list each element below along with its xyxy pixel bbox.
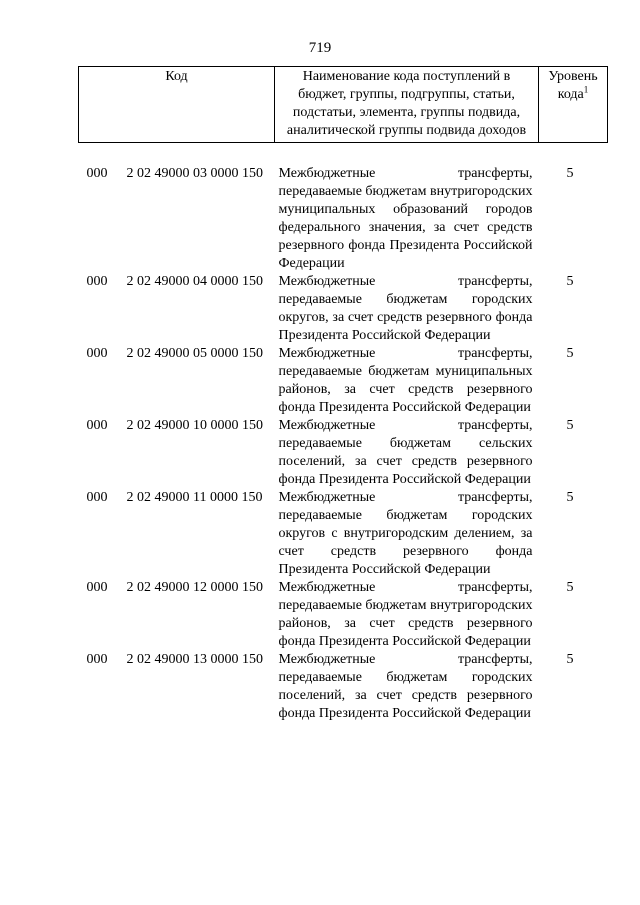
revenue-name: Межбюджетные трансферты, передаваемые бюджетам городских округов с внутригородским делением, за счет средств резервного фонда Президента Российской Федерации [278, 490, 533, 577]
revenue-name: Межбюджетные трансферты, передаваемые бюджетам городских поселений, за счет средств резервного фонда Президента Российской Федерации [278, 652, 533, 721]
table-row [79, 345, 608, 417]
revenue-codes-table [78, 66, 608, 723]
admin-code: 000 [86, 418, 108, 433]
revenue-name: Межбюджетные трансферты, передаваемые бюджетам сельских поселений, за счет средств резервного фонда Президента Российской Федерации [278, 418, 533, 487]
revenue-code: 2 02 49000 03 0000 150 [126, 166, 263, 181]
header-name: Наименование кода поступлений в бюджет, группы, подгруппы, статьи, подстатьи, элемента, группы подвида, аналитической группы подвида доходов [275, 67, 539, 143]
revenue-code: 2 02 49000 11 0000 150 [126, 490, 263, 505]
page-number: 719 [308, 40, 332, 56]
code-cell [79, 651, 275, 669]
revenue-name: Межбюджетные трансферты, передаваемые бюджетам муниципальных районов, за счет средств резервного фонда Президента Российской Федерации [278, 346, 533, 415]
table-row [79, 165, 608, 273]
revenue-name: Межбюджетные трансферты, передаваемые бюджетам внутригородских муниципальных образований городов федерального значения, за счет средств резервного фонда Президента Российской Федерации [278, 166, 533, 271]
code-level: 5 [566, 490, 574, 505]
table-body [79, 143, 608, 724]
admin-code: 000 [86, 346, 108, 361]
table-row [79, 651, 608, 723]
table-row [79, 579, 608, 651]
code-level: 5 [566, 346, 574, 361]
code-cell [79, 165, 275, 183]
revenue-code: 2 02 49000 04 0000 150 [126, 274, 263, 289]
code-cell [79, 273, 275, 291]
revenue-code: 2 02 49000 10 0000 150 [126, 418, 263, 433]
header-level [539, 67, 608, 143]
footnote-marker: 1 [583, 84, 589, 95]
code-level: 5 [566, 274, 574, 289]
code-cell [79, 579, 275, 597]
code-level: 5 [566, 166, 574, 181]
admin-code: 000 [86, 580, 108, 595]
admin-code: 000 [86, 652, 108, 667]
table-row [79, 273, 608, 345]
admin-code: 000 [86, 274, 108, 289]
code-cell [79, 345, 275, 363]
revenue-code: 2 02 49000 13 0000 150 [126, 652, 263, 667]
revenue-name: Межбюджетные трансферты, передаваемые бюджетам внутригородских районов, за счет средств резервного фонда Президента Российской Федерации [278, 580, 533, 649]
header-code: Код [79, 67, 275, 143]
admin-code: 000 [86, 166, 108, 181]
code-level: 5 [566, 418, 574, 433]
table-row [79, 417, 608, 489]
code-level: 5 [566, 580, 574, 595]
code-cell [79, 417, 275, 435]
admin-code: 000 [86, 490, 108, 505]
header-level-label: Уровень кода [548, 69, 598, 102]
table-header-row [79, 67, 608, 143]
revenue-code: 2 02 49000 05 0000 150 [126, 346, 263, 361]
revenue-name: Межбюджетные трансферты, передаваемые бюджетам городских округов, за счет средств резервного фонда Президента Российской Федерации [278, 274, 533, 343]
revenue-code: 2 02 49000 12 0000 150 [126, 580, 263, 595]
table-row [79, 489, 608, 579]
code-cell [79, 489, 275, 507]
code-level: 5 [566, 652, 574, 667]
